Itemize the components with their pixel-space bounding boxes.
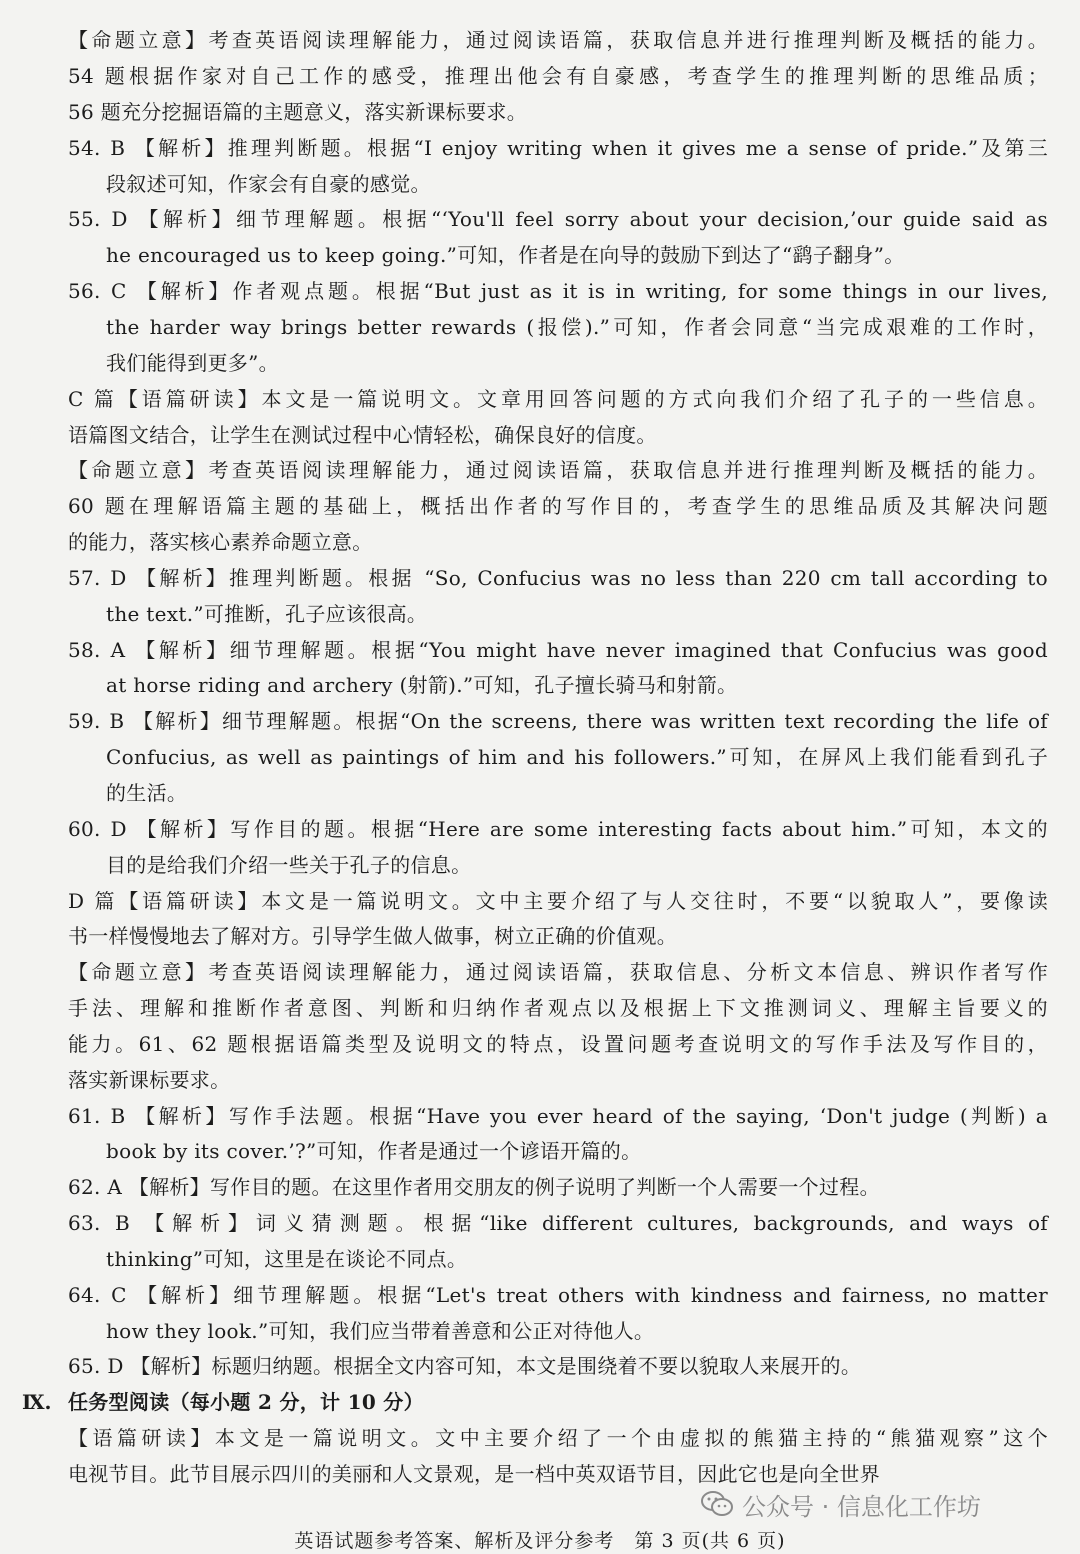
answer-63: 63. B 【解析】词义猜测题。根据“like different cultures, backgrounds, and ways of [68,1211,1048,1235]
answer-60: 60. D 【解析】写作目的题。根据“Here are some interesting facts about him.”可知，本文的 [68,817,1048,841]
passage-c-intro: C 篇【语篇研读】本文是一篇说明文。文章用回答问题的方式向我们介绍了孔子的一些信息。 [68,387,1048,411]
text-line: 段叙述可知，作家会有自豪的感觉。 [106,172,431,196]
text-line: 目的是给我们介绍一些关于孔子的信息。 [106,853,472,877]
text-line: 【命题立意】考查英语阅读理解能力，通过阅读语篇，获取信息、分析文本信息、辨识作者写作 [68,960,1048,984]
text-line: 的能力，落实核心素养命题立意。 [68,530,373,554]
answer-61: 61. B 【解析】写作手法题。根据“Have you ever heard of the saying, ‘Don't judge (判断) a [68,1104,1048,1128]
answer-56: 56. C 【解析】作者观点题。根据“But just as it is in writing, for some things in our lives, [68,279,1048,303]
text-line: Confucius, as well as paintings of him and his followers.”可知，在屏风上我们能看到孔子 [106,745,1048,769]
watermark-text: 公众号 · 信息化工作坊 [742,1492,981,1521]
text-line: book by its cover.’?”可知，作者是通过一个谚语开篇的。 [106,1139,642,1163]
answer-62: 62. A 【解析】写作目的题。在这里作者用交朋友的例子说明了判断一个人需要一个过程。 [68,1175,880,1199]
text-line: 的生活。 [106,781,188,805]
answer-65: 65. D 【解析】标题归纳题。根据全文内容可知，本文是围绕着不要以貌取人来展开的。 [68,1354,862,1378]
text-line: 落实新课标要求。 [68,1068,231,1092]
page-footer: 英语试题参考答案、解析及评分参考 第 3 页(共 6 页) [294,1530,786,1552]
text-line: 54 题根据作家对自己工作的感受，推理出他会有自豪感，考查学生的推理判断的思维品质； [68,64,1048,88]
section-number: Ⅸ. [22,1390,52,1414]
answer-59: 59. B 【解析】细节理解题。根据“On the screens, there was written text recording the life of [68,709,1048,733]
text-line: thinking”可知，这里是在谈论不同点。 [106,1247,468,1271]
answer-55: 55. D 【解析】细节理解题。根据“‘You'll feel sorry about your decision,’our guide said as [68,207,1048,231]
wechat-icon [700,1490,734,1518]
section-title: 任务型阅读（每小题 2 分，计 10 分） [68,1390,424,1414]
text-line: 电视节目。此节目展示四川的美丽和人文景观，是一档中英双语节目，因此它也是向全世界 [68,1462,880,1486]
answer-57: 57. D 【解析】推理判断题。根据 “So, Confucius was no less than 220 cm tall according to [68,566,1048,590]
text-line: 60 题在理解语篇主题的基础上，概括出作者的写作目的，考查学生的思维品质及其解决问题 [68,494,1048,518]
text-line: 【命题立意】考查英语阅读理解能力，通过阅读语篇，获取信息并进行推理判断及概括的能力。 [68,28,1048,52]
answer-64: 64. C 【解析】细节理解题。根据“Let's treat others with kindness and fairness, no matter [68,1283,1048,1307]
text-line: at horse riding and archery (射箭).”可知，孔子擅长骑马和射箭。 [106,673,738,697]
text-line: the text.”可推断，孔子应该很高。 [106,602,428,626]
text-line: 我们能得到更多”。 [106,351,279,375]
answer-58: 58. A 【解析】细节理解题。根据“You might have never imagined that Confucius was good [68,638,1048,662]
text-line: 【语篇研读】本文是一篇说明文。文中主要介绍了一个由虚拟的熊猫主持的“熊猫观察”这个 [68,1426,1048,1450]
text-line: 语篇图文结合，让学生在测试过程中心情轻松，确保良好的信度。 [68,423,657,447]
answer-54: 54. B 【解析】推理判断题。根据“I enjoy writing when it gives me a sense of pride.”及第三 [68,136,1048,160]
text-line: 书一样慢慢地去了解对方。引导学生做人做事，树立正确的价值观。 [68,924,677,948]
text-line: the harder way brings better rewards (报偿).”可知，作者会同意“当完成艰难的工作时， [106,315,1048,339]
text-line: how they look.”可知，我们应当带着善意和公正对待他人。 [106,1319,655,1343]
text-line: 【命题立意】考查英语阅读理解能力，通过阅读语篇，获取信息并进行推理判断及概括的能力。 [68,458,1048,482]
text-line: 手法、理解和推断作者意图、判断和归纳作者观点以及根据上下文推测词义、理解主旨要义的 [68,996,1048,1020]
passage-d-intro: D 篇【语篇研读】本文是一篇说明文。文中主要介绍了与人交往时，不要“以貌取人”，要像读 [68,889,1048,913]
watermark [700,1484,981,1524]
text-line: 能力。61、62 题根据语篇类型及说明文的特点，设置问题考查说明文的写作手法及写作目的， [68,1032,1048,1056]
text-line: he encouraged us to keep going.”可知，作者是在向导的鼓励下到达了“鹞子翻身”。 [106,243,905,267]
text-line: 56 题充分挖掘语篇的主题意义，落实新课标要求。 [68,100,528,124]
